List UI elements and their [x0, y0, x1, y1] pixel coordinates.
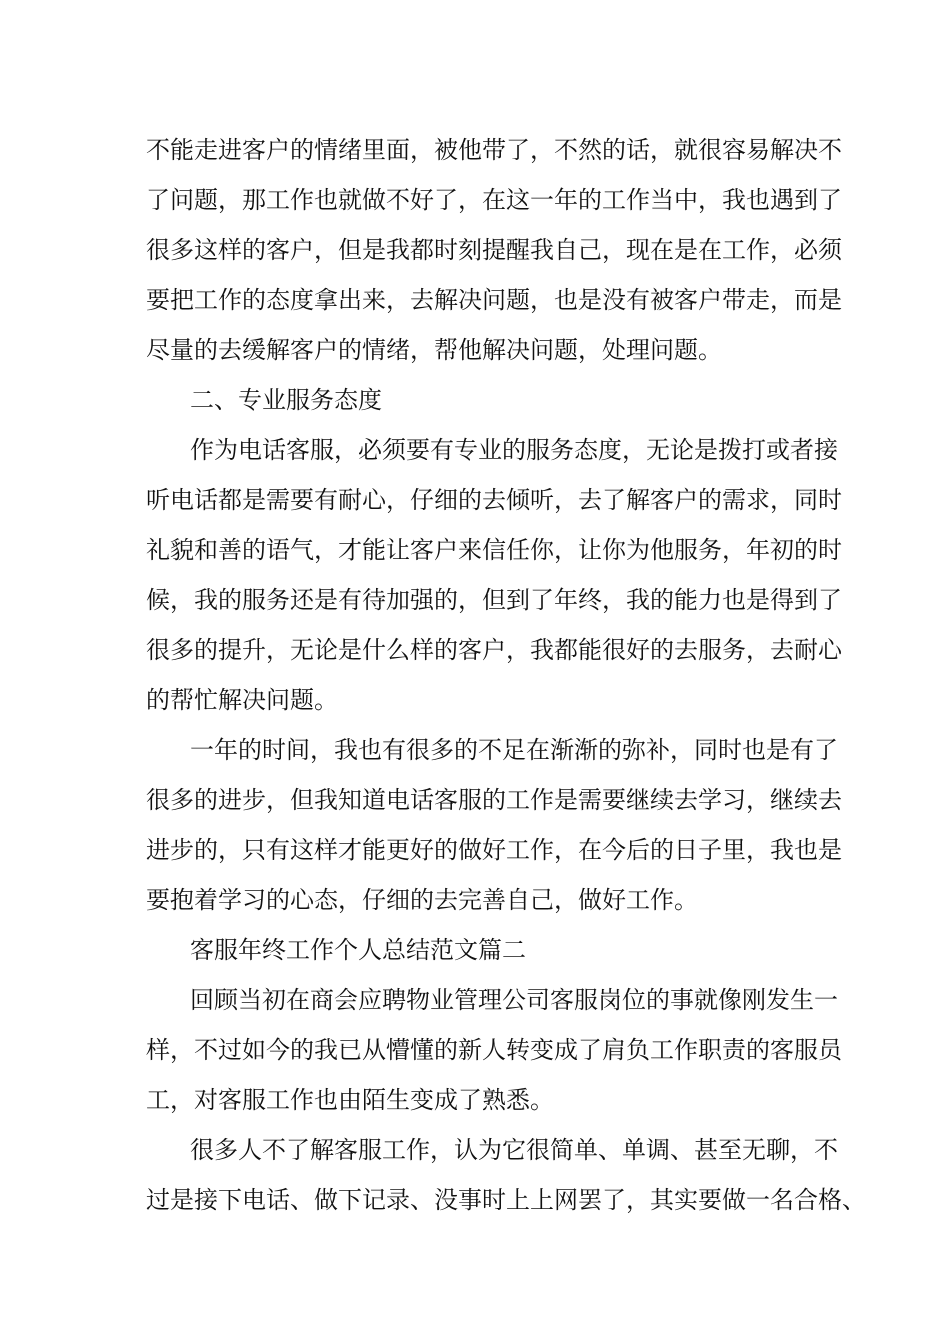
text-line: 礼貌和善的语气，才能让客户来信任你，让你为他服务，年初的时 — [146, 536, 842, 564]
text-line: 不能走进客户的情绪里面，被他带了，不然的话，就很容易解决不 — [146, 136, 842, 164]
text-line: 要抱着学习的心态，仔细的去完善自己，做好工作。 — [146, 886, 698, 914]
text-line: 很多的进步，但我知道电话客服的工作是需要继续去学习，继续去 — [146, 786, 842, 814]
text-line: 一年的时间，我也有很多的不足在渐渐的弥补，同时也是有了 — [190, 736, 838, 764]
text-line: 听电话都是需要有耐心，仔细的去倾听，去了解客户的需求，同时 — [146, 486, 842, 514]
text-line: 回顾当初在商会应聘物业管理公司客服岗位的事就像刚发生一 — [190, 986, 838, 1014]
section-heading: 二、专业服务态度 — [190, 386, 382, 414]
text-line: 过是接下电话、做下记录、没事时上上网罢了，其实要做一名合格、 — [146, 1186, 866, 1214]
text-line: 尽量的去缓解客户的情绪，帮他解决问题，处理问题。 — [146, 336, 722, 364]
text-line: 很多人不了解客服工作，认为它很简单、单调、甚至无聊，不 — [190, 1136, 838, 1164]
text-line: 很多的提升，无论是什么样的客户，我都能很好的去服务，去耐心 — [146, 636, 842, 664]
text-line: 的帮忙解决问题。 — [146, 686, 338, 714]
text-line: 样，不过如今的我已从懵懂的新人转变成了肩负工作职责的客服员 — [146, 1036, 842, 1064]
text-line: 要把工作的态度拿出来，去解决问题，也是没有被客户带走，而是 — [146, 286, 842, 314]
text-line: 了问题，那工作也就做不好了，在这一年的工作当中，我也遇到了 — [146, 186, 842, 214]
section-heading: 客服年终工作个人总结范文篇二 — [190, 936, 526, 964]
text-line: 工，对客服工作也由陌生变成了熟悉。 — [146, 1086, 554, 1114]
text-line: 候，我的服务还是有待加强的，但到了年终，我的能力也是得到了 — [146, 586, 842, 614]
text-line: 很多这样的客户，但是我都时刻提醒我自己，现在是在工作，必须 — [146, 236, 842, 264]
text-line: 作为电话客服，必须要有专业的服务态度，无论是拨打或者接 — [190, 436, 838, 464]
text-line: 进步的，只有这样才能更好的做好工作，在今后的日子里，我也是 — [146, 836, 842, 864]
